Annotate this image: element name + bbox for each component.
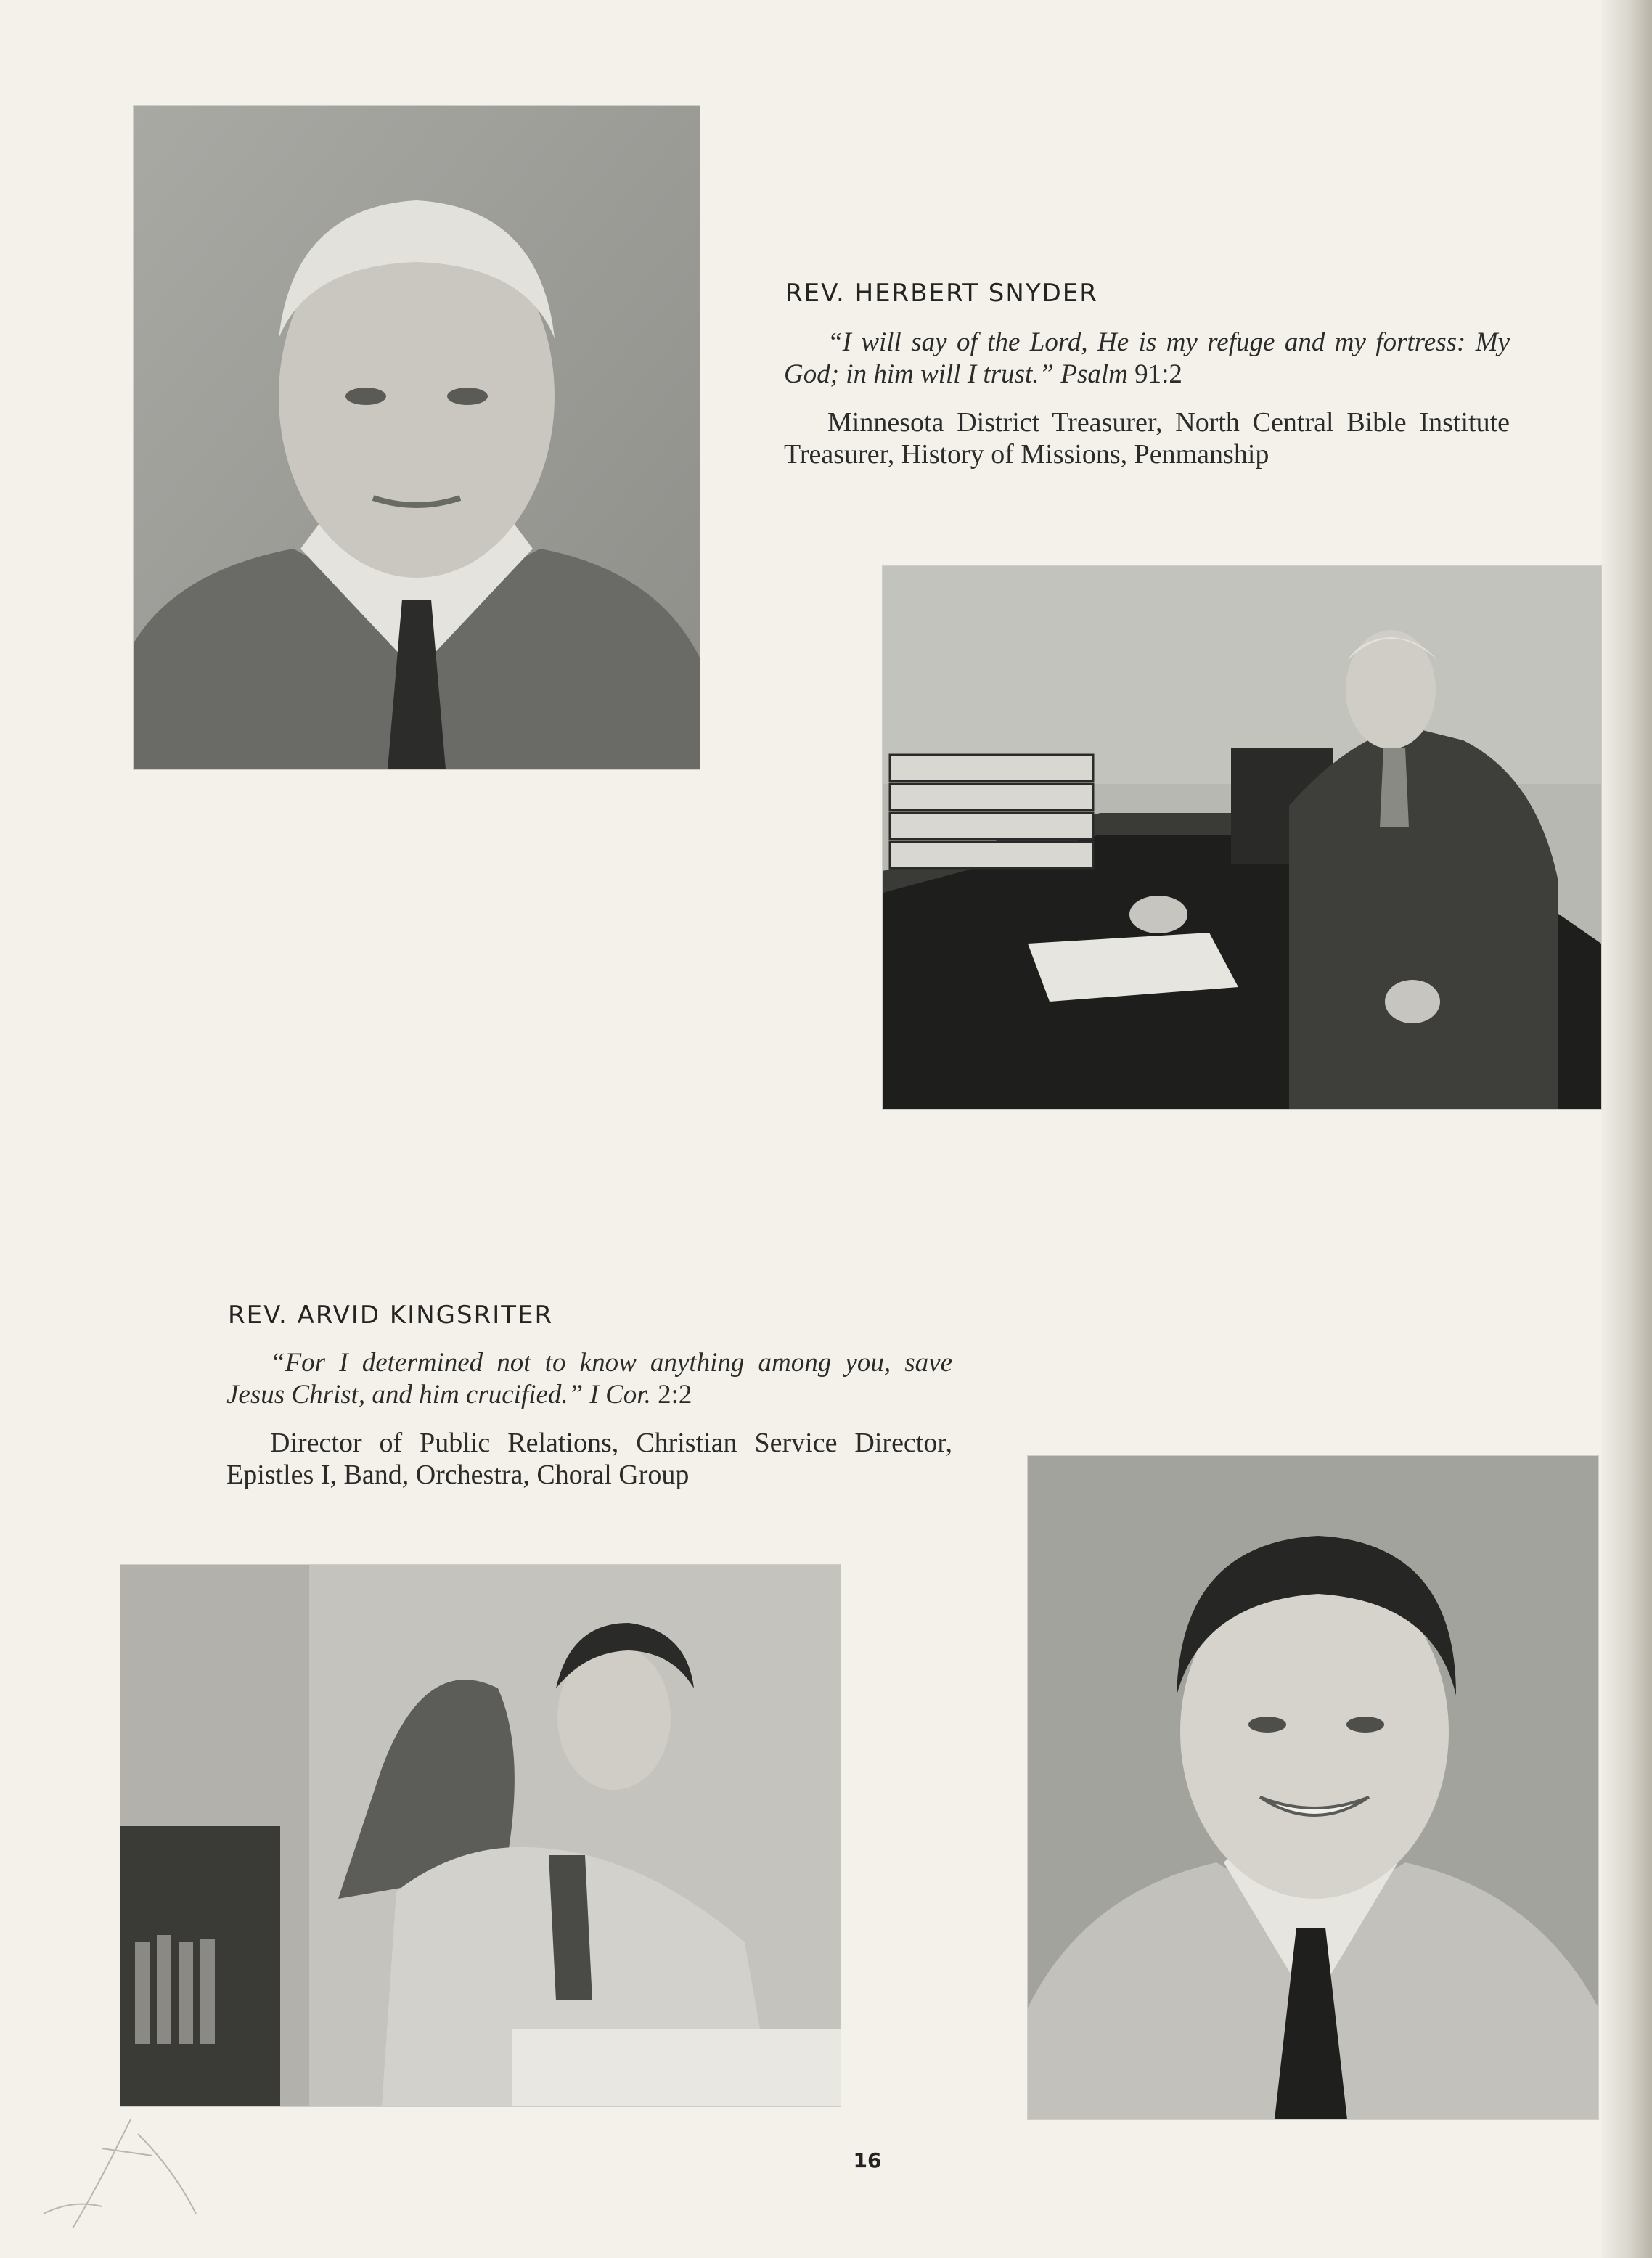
quote-text: “I will say of the Lord, He is my refuge and my fortress: My God; in him will I trust.”: [784, 327, 1510, 389]
desk-photo-snyder: [883, 566, 1601, 1109]
portrait-photo-snyder: [134, 106, 700, 769]
quote-reference: Psalm 91:2: [1060, 359, 1182, 389]
quote-text: “For I determined not to know anything among you, save Jesus Christ, and him crucified.”: [226, 1348, 952, 1410]
pencil-scribble: [29, 2105, 261, 2243]
page-binding-edge: [1601, 0, 1652, 2258]
desk-photo-kingsriter: [120, 1565, 841, 2106]
profile-duties-snyder: Minnesota District Treasurer, North Central Bible Institute Treasurer, History of Missions, Penmanship: [784, 407, 1510, 470]
page-number: 16: [853, 2148, 882, 2172]
profile-quote-snyder: [784, 327, 1510, 390]
portrait-photo-kingsriter: [1028, 1456, 1598, 2119]
profile-name-kingsriter: REV. ARVID KINGSRITER: [228, 1301, 554, 1330]
profile-duties-kingsriter: Director of Public Relations, Christian Service Director, Epistles I, Band, Orchestra, Choral Group: [226, 1428, 952, 1490]
quote-reference: I Cor. 2:2: [589, 1380, 692, 1410]
profile-quote-kingsriter: [226, 1347, 952, 1411]
profile-name-snyder: REV. HERBERT SNYDER: [785, 279, 1098, 308]
